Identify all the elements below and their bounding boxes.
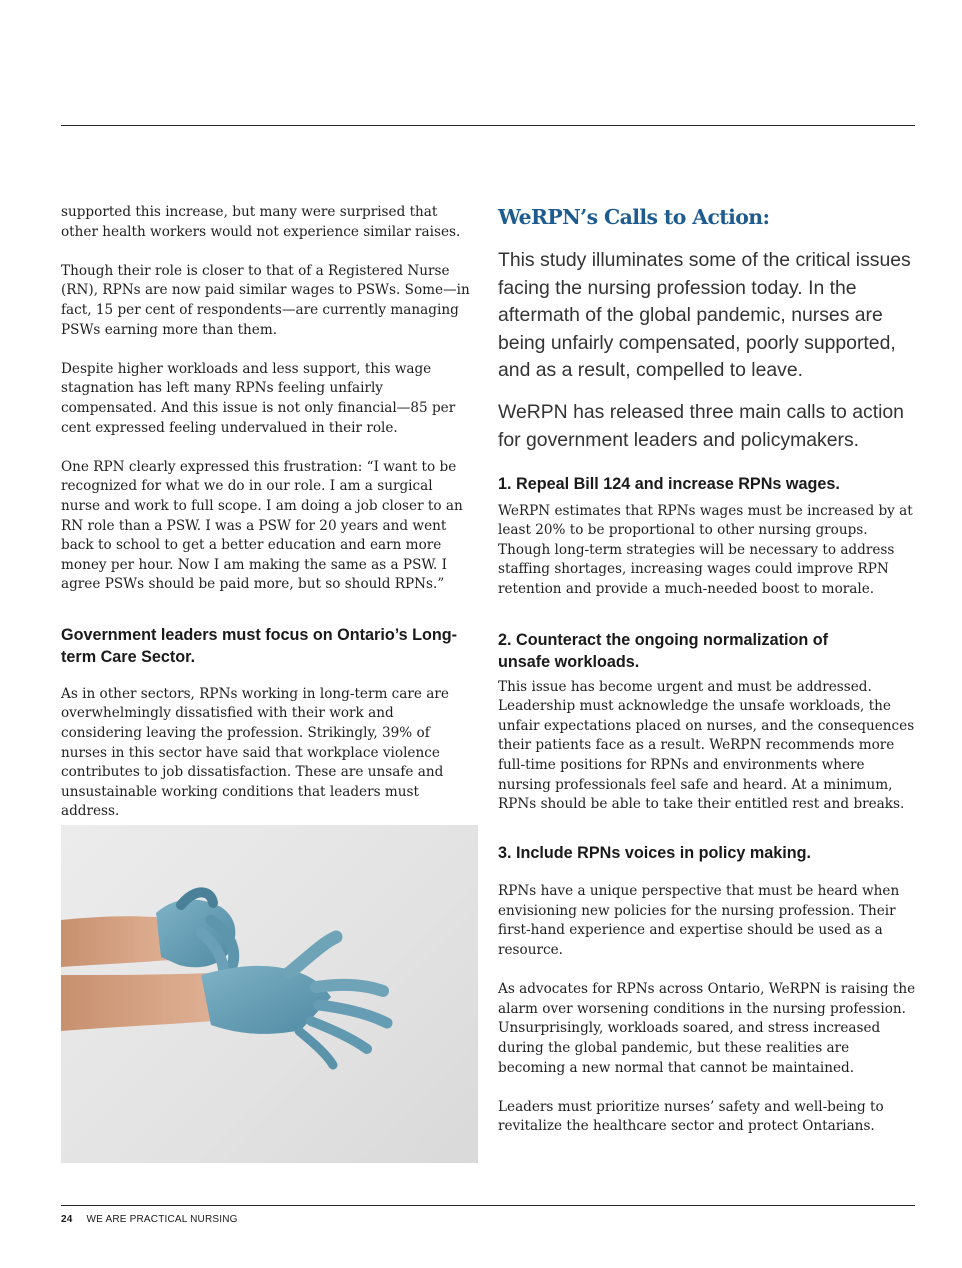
action-1-body: WeRPN estimates that RPNs wages must be increased by at least 20% to be proportional to other nursing groups. Though long-term strategies will be necessary to address staffing shortages, increasing wages could improve RPN retention and provide a much-needed boost to morale.: [498, 502, 913, 598]
action-2-body: This issue has become urgent and must be addressed. Leadership must acknowledge the unsafe workloads, the unfair expectations placed on nurses, and the consequences their patients face as a result. WeRPN recommends more full-time positions for RPNs and environments where nursing professionals feel safe and heard. At a minimum, RPNs should be able to take their entitled rest and breaks.: [498, 678, 915, 813]
closing-paragraph-advocates: As advocates for RPNs across Ontario, WeRPN is raising the alarm over worsening conditions in the nursing profession. Unsurprisingly, workloads soared, and stress increased during the global pandemic, but these realities are becoming a new normal that cannot be maintained.: [498, 981, 916, 1076]
right-column: [498, 203, 918, 1137]
gloved-hands-photo: [61, 825, 478, 1163]
page-footer: [61, 1214, 238, 1225]
footer-rule: [61, 1205, 915, 1206]
left-column: [61, 203, 473, 822]
lead-paragraph-study: This study illuminates some of the critical issues facing the nursing profession today. In the aftermath of the global pandemic, nurses are being unfairly compensated, poorly supported, and as a result, compelled to leave.: [498, 249, 911, 382]
forearm-skin: [61, 973, 213, 1031]
page-number: 24: [61, 1214, 73, 1225]
paragraph-rpn-quote: One RPN clearly expressed this frustration: “I want to be recognized for what we do in our role. I am a surgical nurse and work to full scope. I am doing a job closer to an RN role than a PSW. I was a PSW for 20 years and went back to school to get a better education and earn more money per hour. Now I am making the same as a PSW. I agree PSWs should be paid more, but so should RPNs.”: [61, 458, 463, 593]
action-2-title: 2. Counteract the ongoing normalization of unsafe workloads.: [498, 630, 829, 672]
paragraph-rn-comparison: Though their role is closer to that of a Registered Nurse (RN), RPNs are now paid similar wages to PSWs. Some—in fact, 15 per cent of respondents—are currently managing PSWs earning more than them.: [61, 262, 470, 338]
action-1-title: 1. Repeal Bill 124 and increase RPNs wages.: [498, 475, 840, 494]
lead-paragraph-calls: WeRPN has released three main calls to action for government leaders and policymakers.: [498, 400, 904, 451]
calls-to-action-title: WeRPN’s Calls to Action:: [498, 205, 770, 229]
publication-name: WE ARE PRACTICAL NURSING: [86, 1214, 238, 1225]
paragraph-wage-stagnation: Despite higher workloads and less support, this wage stagnation has left many RPNs feeling unfairly compensated. And this issue is not only financial—85 per cent expressed feeling undervalued in their role.: [61, 360, 456, 436]
paragraph-wage-increase: supported this increase, but many were surprised that other health workers would not experience similar raises.: [61, 204, 461, 240]
ltc-subheading: Government leaders must focus on Ontario’s Long-term Care Sector.: [61, 625, 458, 667]
header-rule: [61, 125, 915, 126]
closing-paragraph-leaders: Leaders must prioritize nurses’ safety and well-being to revitalize the healthcare sector and protect Ontarians.: [498, 1098, 884, 1135]
action-3-body: RPNs have a unique perspective that must be heard when envisioning new policies for the nursing profession. Their first-hand experience and expertise should be used as a resource.: [498, 883, 900, 959]
action-3-title: 3. Include RPNs voices in policy making.: [498, 843, 812, 862]
paragraph-ltc-sector: As in other sectors, RPNs working in long-term care are overwhelmingly dissatisfied with their work and considering leaving the profession. Strikingly, 39% of nurses in this sector have said that workplace violence contributes to job dissatisfaction. These are unsafe and unsustainable working conditions that leaders must address.: [61, 685, 449, 820]
upper-arm-skin: [61, 916, 171, 967]
gloved-hands-illustration: [61, 825, 478, 1163]
